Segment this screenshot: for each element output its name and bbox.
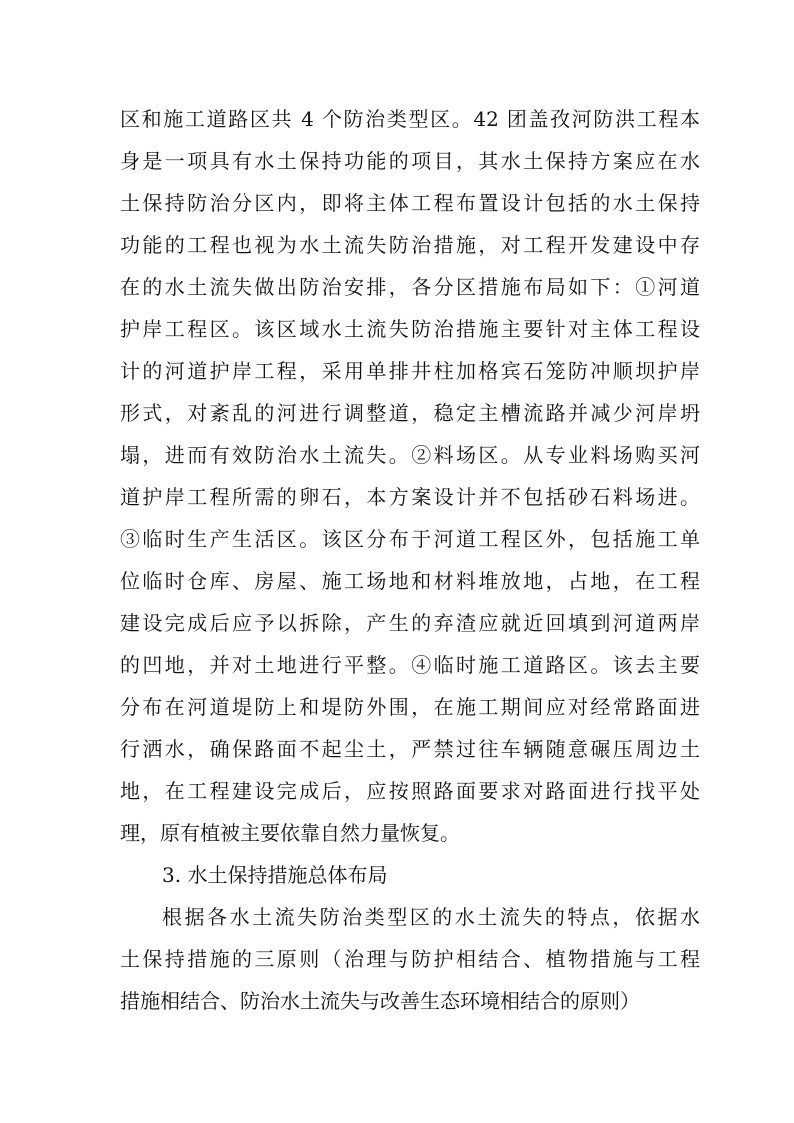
text-line: 的凹地，并对土地进行平整。④临时施工道路区。该去主要: [120, 653, 700, 677]
document-body: [120, 98, 700, 1022]
text-line: 塌，进而有效防治水土流失。②料场区。从专业料场购买河: [120, 443, 700, 467]
text-line: 地，在工程建设完成后，应按照路面要求对路面进行找平处: [120, 779, 700, 803]
text-line: 形式，对紊乱的河进行调整道，稳定主槽流路并减少河岸坍: [120, 401, 700, 425]
text-line: 功能的工程也视为水土流失防治措施，对工程开发建设中存: [120, 233, 700, 257]
text-line: 区和施工道路区共 4 个防治类型区。42 团盖孜河防洪工程本: [120, 107, 700, 131]
text-line: 行洒水，确保路面不起尘土，严禁过往车辆随意碾压周边土: [120, 737, 700, 761]
text-line: 理，原有植被主要依靠自然力量恢复。: [120, 821, 460, 845]
text-line: 在的水土流失做出防治安排，各分区措施布局如下：①河道: [120, 275, 700, 299]
text-line: 建设完成后应予以拆除，产生的弃渣应就近回填到河道两岸: [120, 611, 700, 635]
text-line: 土保持措施的三原则（治理与防护相结合、植物措施与工程: [120, 947, 700, 971]
text-line: 位临时仓库、房屋、施工场地和材料堆放地，占地，在工程: [120, 569, 700, 593]
text-line: 土保持防治分区内，即将主体工程布置设计包括的水土保持: [120, 191, 700, 215]
text-line: ③临时生产生活区。该区分布于河道工程区外，包括施工单: [120, 527, 700, 551]
text-line: 身是一项具有水土保持功能的项目，其水土保持方案应在水: [120, 149, 700, 173]
text-line: 根据各水土流失防治类型区的水土流失的特点，依据水: [162, 905, 700, 929]
text-line: 计的河道护岸工程，采用单排井柱加格宾石笼防冲顺坝护岸: [120, 359, 700, 383]
text-line: 道护岸工程所需的卵石，本方案设计并不包括砂石料场进。: [120, 485, 700, 509]
text-line: 护岸工程区。该区域水土流失防治措施主要针对主体工程设: [120, 317, 700, 341]
text-line: 措施相结合、防治水土流失与改善生态环境相结合的原则）: [120, 989, 640, 1013]
text-line: 分布在河道堤防上和堤防外围，在施工期间应对经常路面进: [120, 695, 700, 719]
section-heading: 3. 水土保持措施总体布局: [162, 863, 388, 887]
